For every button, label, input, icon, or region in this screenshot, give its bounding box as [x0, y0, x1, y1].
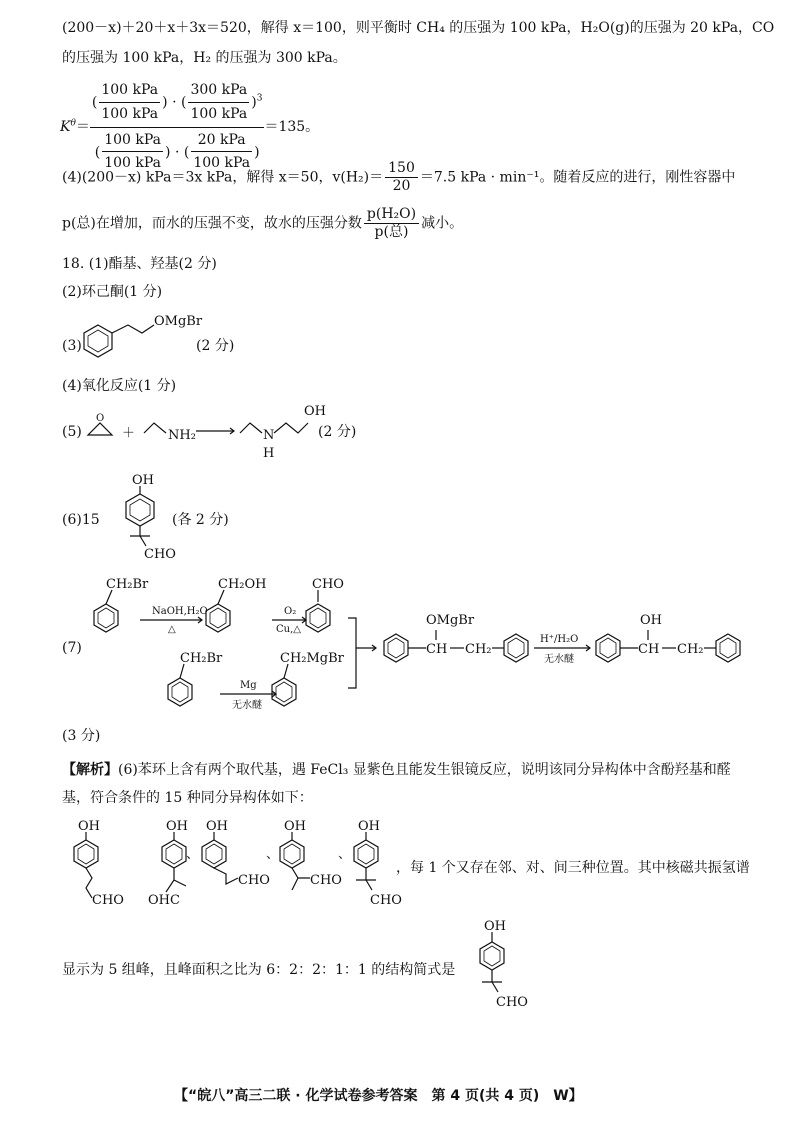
svg-text:CH₂: CH₂	[465, 642, 492, 657]
svg-text:NH₂: NH₂	[168, 428, 196, 443]
q18-part7-label: (7)	[62, 640, 82, 656]
q18-part6-score: (各 2 分)	[172, 512, 229, 528]
svg-text:CHO: CHO	[310, 873, 342, 888]
q18-part3-structure	[80, 305, 220, 365]
q17-line1: (200－x)＋20＋x＋3x＝520，解得 x＝100，则平衡时 CH₄ 的压强为 100 kPa，H₂O(g)的压强为 20 kPa，CO	[62, 20, 775, 36]
q17-part4-line1: (4)(200－x) kPa＝3x kPa，解得 x＝50，v(H₂)＝ $\frac{150}{20}$ ＝7.5 kPa · min⁻¹。随着反应的进行，刚性容器中	[62, 160, 736, 194]
svg-text:OH: OH	[206, 819, 228, 834]
svg-text:H: H	[263, 446, 275, 461]
svg-text:、: 、	[338, 847, 352, 862]
isomer-structures	[62, 818, 402, 918]
analysis-line1: 【解析】(6)苯环上含有两个取代基，遇 FeCl₃ 显紫色且能发生银镜反应，说明该同分异构体中含酚羟基和醛	[62, 762, 731, 778]
svg-text:NaOH,H₂O: NaOH,H₂O	[152, 606, 208, 617]
svg-text:Cu,△: Cu,△	[276, 624, 301, 635]
svg-text:CH₂: CH₂	[677, 642, 704, 657]
svg-text:OH: OH	[166, 819, 188, 834]
svg-text:H⁺/H₂O: H⁺/H₂O	[540, 634, 579, 645]
q18-part2: (2)环己酮(1 分)	[62, 284, 163, 300]
svg-text:OH: OH	[358, 819, 380, 834]
q18-part6-structure	[110, 472, 180, 562]
analysis-tag: 【解析】	[62, 762, 118, 778]
omgbr-label: OMgBr	[154, 314, 203, 329]
svg-text:Mg: Mg	[240, 680, 257, 691]
svg-text:OH: OH	[132, 473, 154, 488]
svg-text:CHO: CHO	[496, 995, 528, 1010]
svg-text:OMgBr: OMgBr	[426, 613, 475, 628]
svg-text:CHO: CHO	[312, 577, 344, 592]
svg-text:CHO: CHO	[370, 893, 402, 908]
svg-text:、: 、	[266, 847, 280, 862]
k-denominator: ( $\frac{\text{100 kPa}}{\text{100 kPa}}$ ) · ( $\frac{\text{20 kPa}}{\text{100 kPa}}$ )	[94, 131, 260, 172]
svg-text:无水醚: 无水醚	[544, 654, 574, 665]
svg-text:O₂: O₂	[284, 606, 297, 617]
q18-part6-label: (6)15	[62, 512, 100, 528]
svg-text:OH: OH	[78, 819, 100, 834]
svg-text:CHO: CHO	[144, 547, 176, 562]
svg-text:CHO: CHO	[92, 893, 124, 908]
q18-part4: (4)氧化反应(1 分)	[62, 378, 177, 394]
svg-text:＋: ＋	[122, 426, 136, 441]
svg-text:CH₂Br: CH₂Br	[106, 577, 149, 592]
answer-structure	[468, 918, 538, 1014]
q18-part1: 18. (1)酯基、羟基(2 分)	[62, 256, 217, 272]
k-numerator: ( $\frac{\text{100 kPa}}{\text{100 kPa}}$ ) · ( $\frac{\text{300 kPa}}{\text{100 kPa}}$ )$^3$	[90, 80, 265, 128]
svg-text:CH₂OH: CH₂OH	[218, 577, 267, 592]
svg-text:无水醚: 无水醚	[232, 700, 262, 711]
svg-text:OH: OH	[284, 819, 306, 834]
k-symbol: $K^\theta$	[60, 118, 76, 136]
svg-text:CH₂Br: CH₂Br	[180, 651, 223, 666]
svg-text:CH: CH	[426, 642, 448, 657]
k-equals: ＝	[75, 119, 90, 136]
page-footer: 【“皖八”高三二联 · 化学试卷参考答案 第 4 页(共 4 页) W】	[174, 1088, 583, 1104]
k-result: ＝135。	[264, 119, 320, 136]
analysis-line2: 基，符合条件的 15 种同分异构体如下：	[62, 790, 313, 806]
svg-text:CH₂MgBr: CH₂MgBr	[280, 651, 344, 666]
svg-text:N: N	[263, 428, 275, 443]
q18-part3-score: (2 分)	[196, 338, 235, 354]
svg-text:、: 、	[186, 847, 200, 862]
analysis-tail: ，每 1 个又存在邻、对、间三种位置。其中核磁共振氢谱	[396, 860, 750, 876]
q18-part7-score: (3 分)	[62, 728, 101, 744]
q18-part3-label: (3)	[62, 338, 82, 354]
svg-text:OH: OH	[484, 919, 506, 934]
q18-part5-score: (2 分)	[318, 424, 357, 440]
q17-line2: 的压强为 100 kPa，H₂ 的压强为 300 kPa。	[62, 50, 347, 66]
svg-text:△: △	[168, 624, 176, 635]
analysis-line3: 显示为 5 组峰，且峰面积之比为 6：2：2：1：1 的结构简式是	[62, 962, 456, 978]
q18-part5-label: (5)	[62, 424, 82, 440]
svg-text:OH: OH	[640, 613, 662, 628]
q18-part7-synthesis	[84, 570, 764, 730]
q17-part4-line2: p(总)在增加，而水的压强不变，故水的压强分数 $\frac{\text{p(H₂O)}}{\text{p(总)}}$ 减小。	[62, 206, 464, 240]
svg-text:O: O	[96, 413, 105, 424]
epoxide-ring	[88, 423, 112, 435]
svg-text:OHC: OHC	[148, 893, 180, 908]
svg-text:OH: OH	[304, 404, 326, 419]
svg-text:CH: CH	[638, 642, 660, 657]
svg-text:CHO: CHO	[238, 873, 270, 888]
